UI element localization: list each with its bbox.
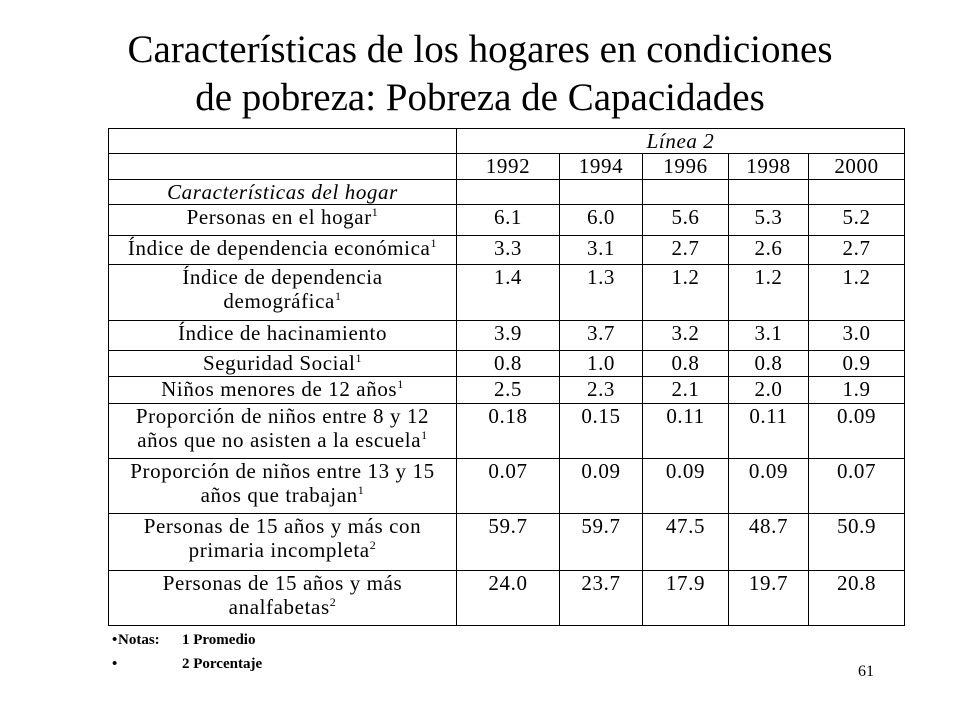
- value-cell: 47.5: [643, 514, 729, 571]
- value-cell: 3.1: [729, 321, 809, 351]
- table-header-row-group: [109, 129, 905, 154]
- value-cell: 5.6: [643, 205, 729, 236]
- footnote-marker: 1: [334, 289, 342, 303]
- table-row: [109, 377, 905, 404]
- table-row: [109, 459, 905, 514]
- row-label-line: Proporción de niños entre 13 y 15: [130, 459, 435, 483]
- footnote-marker: 1: [430, 236, 438, 250]
- row-label-line: [111, 205, 454, 229]
- row-label-text: Personas en el hogar: [186, 205, 372, 229]
- table-header-row-years: [109, 154, 905, 180]
- value-cell: 2.7: [643, 236, 729, 265]
- value-cell: 1.2: [729, 265, 809, 321]
- row-label-line: [111, 595, 454, 619]
- page-number: 61: [858, 663, 874, 680]
- year-header: 1998: [729, 154, 809, 180]
- year-header: 2000: [809, 154, 905, 180]
- value-cell: 3.2: [643, 321, 729, 351]
- footnote-marker: 1: [357, 483, 365, 497]
- group-header-linea-2: Línea 2: [457, 129, 905, 154]
- row-label: [109, 351, 457, 377]
- value-cell: 19.7: [729, 571, 809, 626]
- value-cell: 1.2: [809, 265, 905, 321]
- row-label: [109, 205, 457, 236]
- value-cell: 3.1: [560, 236, 643, 265]
- row-label-line: Personas de 15 años y más: [162, 571, 403, 595]
- value-cell: 48.7: [729, 514, 809, 571]
- value-cell: 20.8: [809, 571, 905, 626]
- row-label-text: primaria incompleta: [188, 538, 370, 562]
- value-cell: 6.1: [457, 205, 560, 236]
- row-label: [109, 404, 457, 459]
- value-cell: 2.6: [729, 236, 809, 265]
- value-cell: 2.3: [560, 377, 643, 404]
- note-item: 2 Porcentaje: [182, 656, 263, 672]
- row-label-line: Personas de 15 años y más con: [143, 514, 422, 538]
- row-label-text: años que no asisten a la escuela: [137, 428, 422, 452]
- value-cell: 0.09: [560, 459, 643, 514]
- notes-block: [112, 628, 262, 676]
- row-label: [109, 236, 457, 265]
- table-row: [109, 351, 905, 377]
- table-row: [109, 514, 905, 571]
- value-cell: 23.7: [560, 571, 643, 626]
- footnote-marker: 1: [371, 205, 379, 219]
- value-cell: 0.07: [457, 459, 560, 514]
- table-row: [109, 404, 905, 459]
- row-label: [109, 514, 457, 571]
- row-label-text: analfabetas: [228, 595, 330, 619]
- bullet-mark: •: [112, 632, 118, 648]
- value-cell: 0.8: [457, 351, 560, 377]
- note-row: [112, 652, 262, 676]
- value-cell: 24.0: [457, 571, 560, 626]
- slide-title-line-1: Características de los hogares en condiciones: [127, 28, 833, 71]
- row-label: [109, 265, 457, 321]
- table-blank-cell: [643, 180, 729, 205]
- slide-title: [0, 26, 960, 122]
- value-cell: 5.3: [729, 205, 809, 236]
- row-label-line: [111, 483, 454, 507]
- row-label-text: demográfica: [223, 289, 335, 313]
- notes-prefix: Notas:: [118, 632, 160, 648]
- value-cell: 17.9: [643, 571, 729, 626]
- value-cell: 2.5: [457, 377, 560, 404]
- value-cell: 59.7: [560, 514, 643, 571]
- table-blank-cell: [560, 180, 643, 205]
- value-cell: 5.2: [809, 205, 905, 236]
- value-cell: 3.0: [809, 321, 905, 351]
- value-cell: 2.7: [809, 236, 905, 265]
- value-cell: 0.8: [729, 351, 809, 377]
- table-row: [109, 265, 905, 321]
- row-label-line: Índice de hacinamiento: [177, 321, 388, 345]
- footnote-marker: 1: [397, 377, 404, 391]
- value-cell: 6.0: [560, 205, 643, 236]
- footnote-marker: 1: [421, 428, 428, 442]
- note-row: [112, 628, 262, 652]
- row-label: [109, 459, 457, 514]
- row-label-line: [111, 236, 454, 260]
- value-cell: 59.7: [457, 514, 560, 571]
- value-cell: 0.11: [643, 404, 729, 459]
- value-cell: 1.0: [560, 351, 643, 377]
- row-label-line: Proporción de niños entre 8 y 12: [135, 404, 430, 428]
- footnote-marker: 2: [369, 538, 377, 552]
- value-cell: 2.0: [729, 377, 809, 404]
- table-header-row-section: [109, 180, 905, 205]
- value-cell: 0.9: [809, 351, 905, 377]
- value-cell: 3.3: [457, 236, 560, 265]
- value-cell: 0.8: [643, 351, 729, 377]
- value-cell: 0.11: [729, 404, 809, 459]
- table-blank-cell: [729, 180, 809, 205]
- slide-title-line-2: de pobreza: Pobreza de Capacidades: [195, 76, 765, 119]
- row-label-text: Niños menores de 12 años: [161, 377, 398, 401]
- table-row: [109, 236, 905, 265]
- year-header: 1994: [560, 154, 643, 180]
- bullet-mark: •: [112, 656, 118, 672]
- table-row: [109, 321, 905, 351]
- row-label-text: Índice de dependencia económica: [127, 236, 431, 260]
- row-label-line: [111, 428, 454, 452]
- row-label-line: [111, 289, 454, 313]
- value-cell: 0.18: [457, 404, 560, 459]
- row-label-line: [111, 351, 454, 375]
- row-label-line: Índice de dependencia: [182, 265, 383, 289]
- value-cell: 1.3: [560, 265, 643, 321]
- row-label-text: Seguridad Social: [202, 351, 356, 375]
- table-blank-cell: [809, 180, 905, 205]
- value-cell: 3.9: [457, 321, 560, 351]
- value-cell: 2.1: [643, 377, 729, 404]
- value-cell: 1.9: [809, 377, 905, 404]
- note-item: 1 Promedio: [182, 632, 256, 648]
- value-cell: 0.15: [560, 404, 643, 459]
- table-blank-cell: [109, 154, 457, 180]
- value-cell: 3.7: [560, 321, 643, 351]
- value-cell: 1.4: [457, 265, 560, 321]
- value-cell: 0.09: [729, 459, 809, 514]
- table-row: [109, 571, 905, 626]
- value-cell: 1.2: [643, 265, 729, 321]
- value-cell: 50.9: [809, 514, 905, 571]
- poverty-characteristics-table: [108, 128, 905, 626]
- row-label-line: [111, 538, 454, 562]
- table-blank-cell: [457, 180, 560, 205]
- row-label: [109, 571, 457, 626]
- row-label: [109, 321, 457, 351]
- row-label-line: [111, 377, 454, 401]
- value-cell: 0.07: [809, 459, 905, 514]
- table-row: [109, 205, 905, 236]
- row-label-text: años que trabajan: [200, 483, 358, 507]
- year-header: 1992: [457, 154, 560, 180]
- value-cell: 0.09: [643, 459, 729, 514]
- row-label: [109, 377, 457, 404]
- footnote-marker: 2: [329, 595, 337, 609]
- footnote-marker: 1: [355, 351, 363, 365]
- value-cell: 0.09: [809, 404, 905, 459]
- year-header: 1996: [643, 154, 729, 180]
- table-corner-cell: [109, 129, 457, 154]
- section-header-caracteristicas: Características del hogar: [109, 180, 457, 205]
